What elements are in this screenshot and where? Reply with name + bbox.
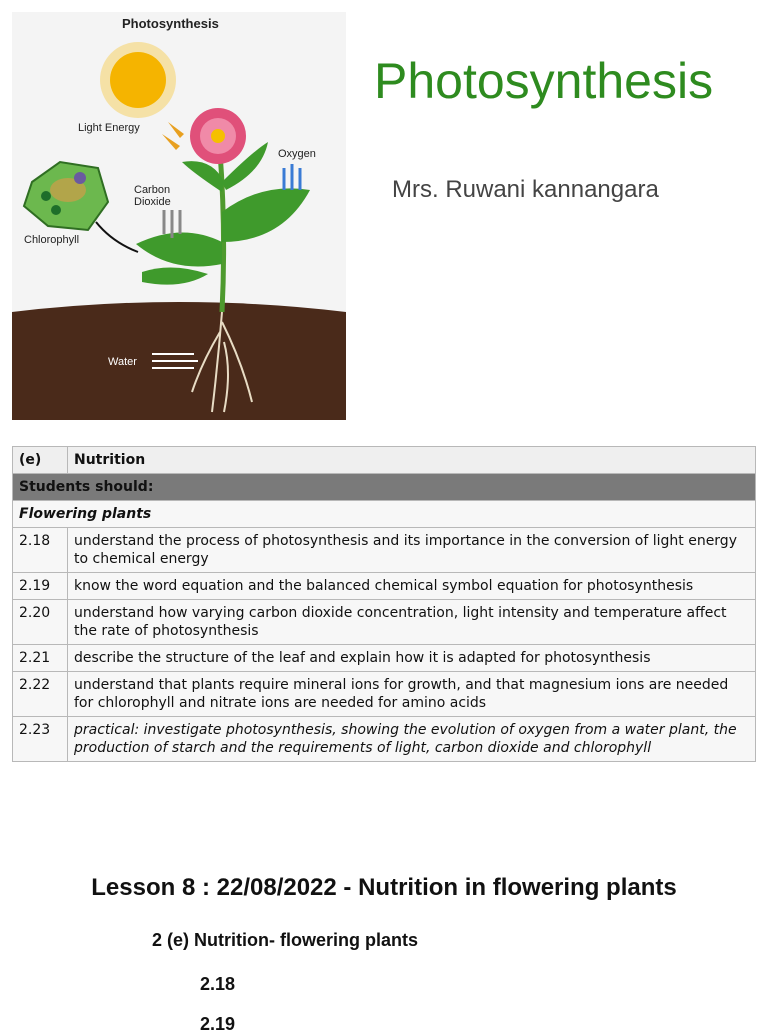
diagram-illustration — [12, 12, 346, 420]
row-code: 2.19 — [13, 573, 68, 600]
slide-title: Photosynthesis — [374, 53, 714, 109]
oxygen-label: Oxygen — [278, 148, 316, 160]
row-text: understand the process of photosynthesis and its importance in the conversion of light energy to chemical energy — [68, 528, 756, 573]
table-header-row — [13, 447, 756, 474]
row-code: 2.20 — [13, 600, 68, 645]
table-subheading-row — [13, 501, 756, 528]
author-name: Mrs. Ruwani kannangara — [392, 176, 659, 203]
table-row — [13, 645, 756, 672]
students-should-label: Students should: — [13, 474, 756, 501]
lesson-subheading: 2 (e) Nutrition- flowering plants — [152, 930, 418, 950]
row-code: 2.18 — [13, 528, 68, 573]
water-label: Water — [108, 356, 137, 368]
chloroplast-cell-icon — [24, 162, 108, 230]
row-text: practical: investigate photosynthesis, showing the evolution of oxygen from a water plant, the production of starch and the requirements of light, carbon dioxide and chlorophyll — [68, 717, 756, 762]
row-text: describe the structure of the leaf and explain how it is adapted for photosynthesis — [68, 645, 756, 672]
row-code: 2.22 — [13, 672, 68, 717]
row-text: understand that plants require mineral ions for growth, and that magnesium ions are needed for chlorophyll and nitrate ions are needed for amino acids — [68, 672, 756, 717]
chlorophyll-arrow — [96, 222, 138, 252]
diagram-title: Photosynthesis — [122, 16, 219, 31]
lesson-title: Lesson 8 : 22/08/2022 - Nutrition in flowering plants — [91, 874, 677, 901]
flowering-plants-label: Flowering plants — [13, 501, 756, 528]
lesson-objective: 2.19 — [200, 1014, 236, 1034]
flower-icon — [190, 108, 246, 164]
table-row — [13, 528, 756, 573]
light-energy-label: Light Energy — [78, 122, 140, 134]
row-text: understand how varying carbon dioxide concentration, light intensity and temperature affect the rate of photosynthesis — [68, 600, 756, 645]
table-row — [13, 573, 756, 600]
table-row — [13, 717, 756, 762]
section-title: Nutrition — [68, 447, 756, 474]
sun-icon — [100, 42, 176, 118]
specification-table — [12, 446, 756, 762]
carbon-dioxide-label-line1: Carbon — [134, 184, 171, 196]
chlorophyll-label: Chlorophyll — [24, 234, 80, 246]
row-text: know the word equation and the balanced chemical symbol equation for photosynthesis — [68, 573, 756, 600]
table-band-row — [13, 474, 756, 501]
row-code: 2.21 — [13, 645, 68, 672]
photosynthesis-diagram — [12, 12, 346, 420]
oxygen-arrows — [284, 164, 300, 190]
carbon-dioxide-label-line2: Dioxide — [134, 196, 171, 208]
section-code: (e) — [13, 447, 68, 474]
row-code: 2.23 — [13, 717, 68, 762]
table-row — [13, 672, 756, 717]
table-row — [13, 600, 756, 645]
lesson-objective: 2.18 — [200, 974, 236, 994]
light-arrows — [162, 122, 184, 150]
